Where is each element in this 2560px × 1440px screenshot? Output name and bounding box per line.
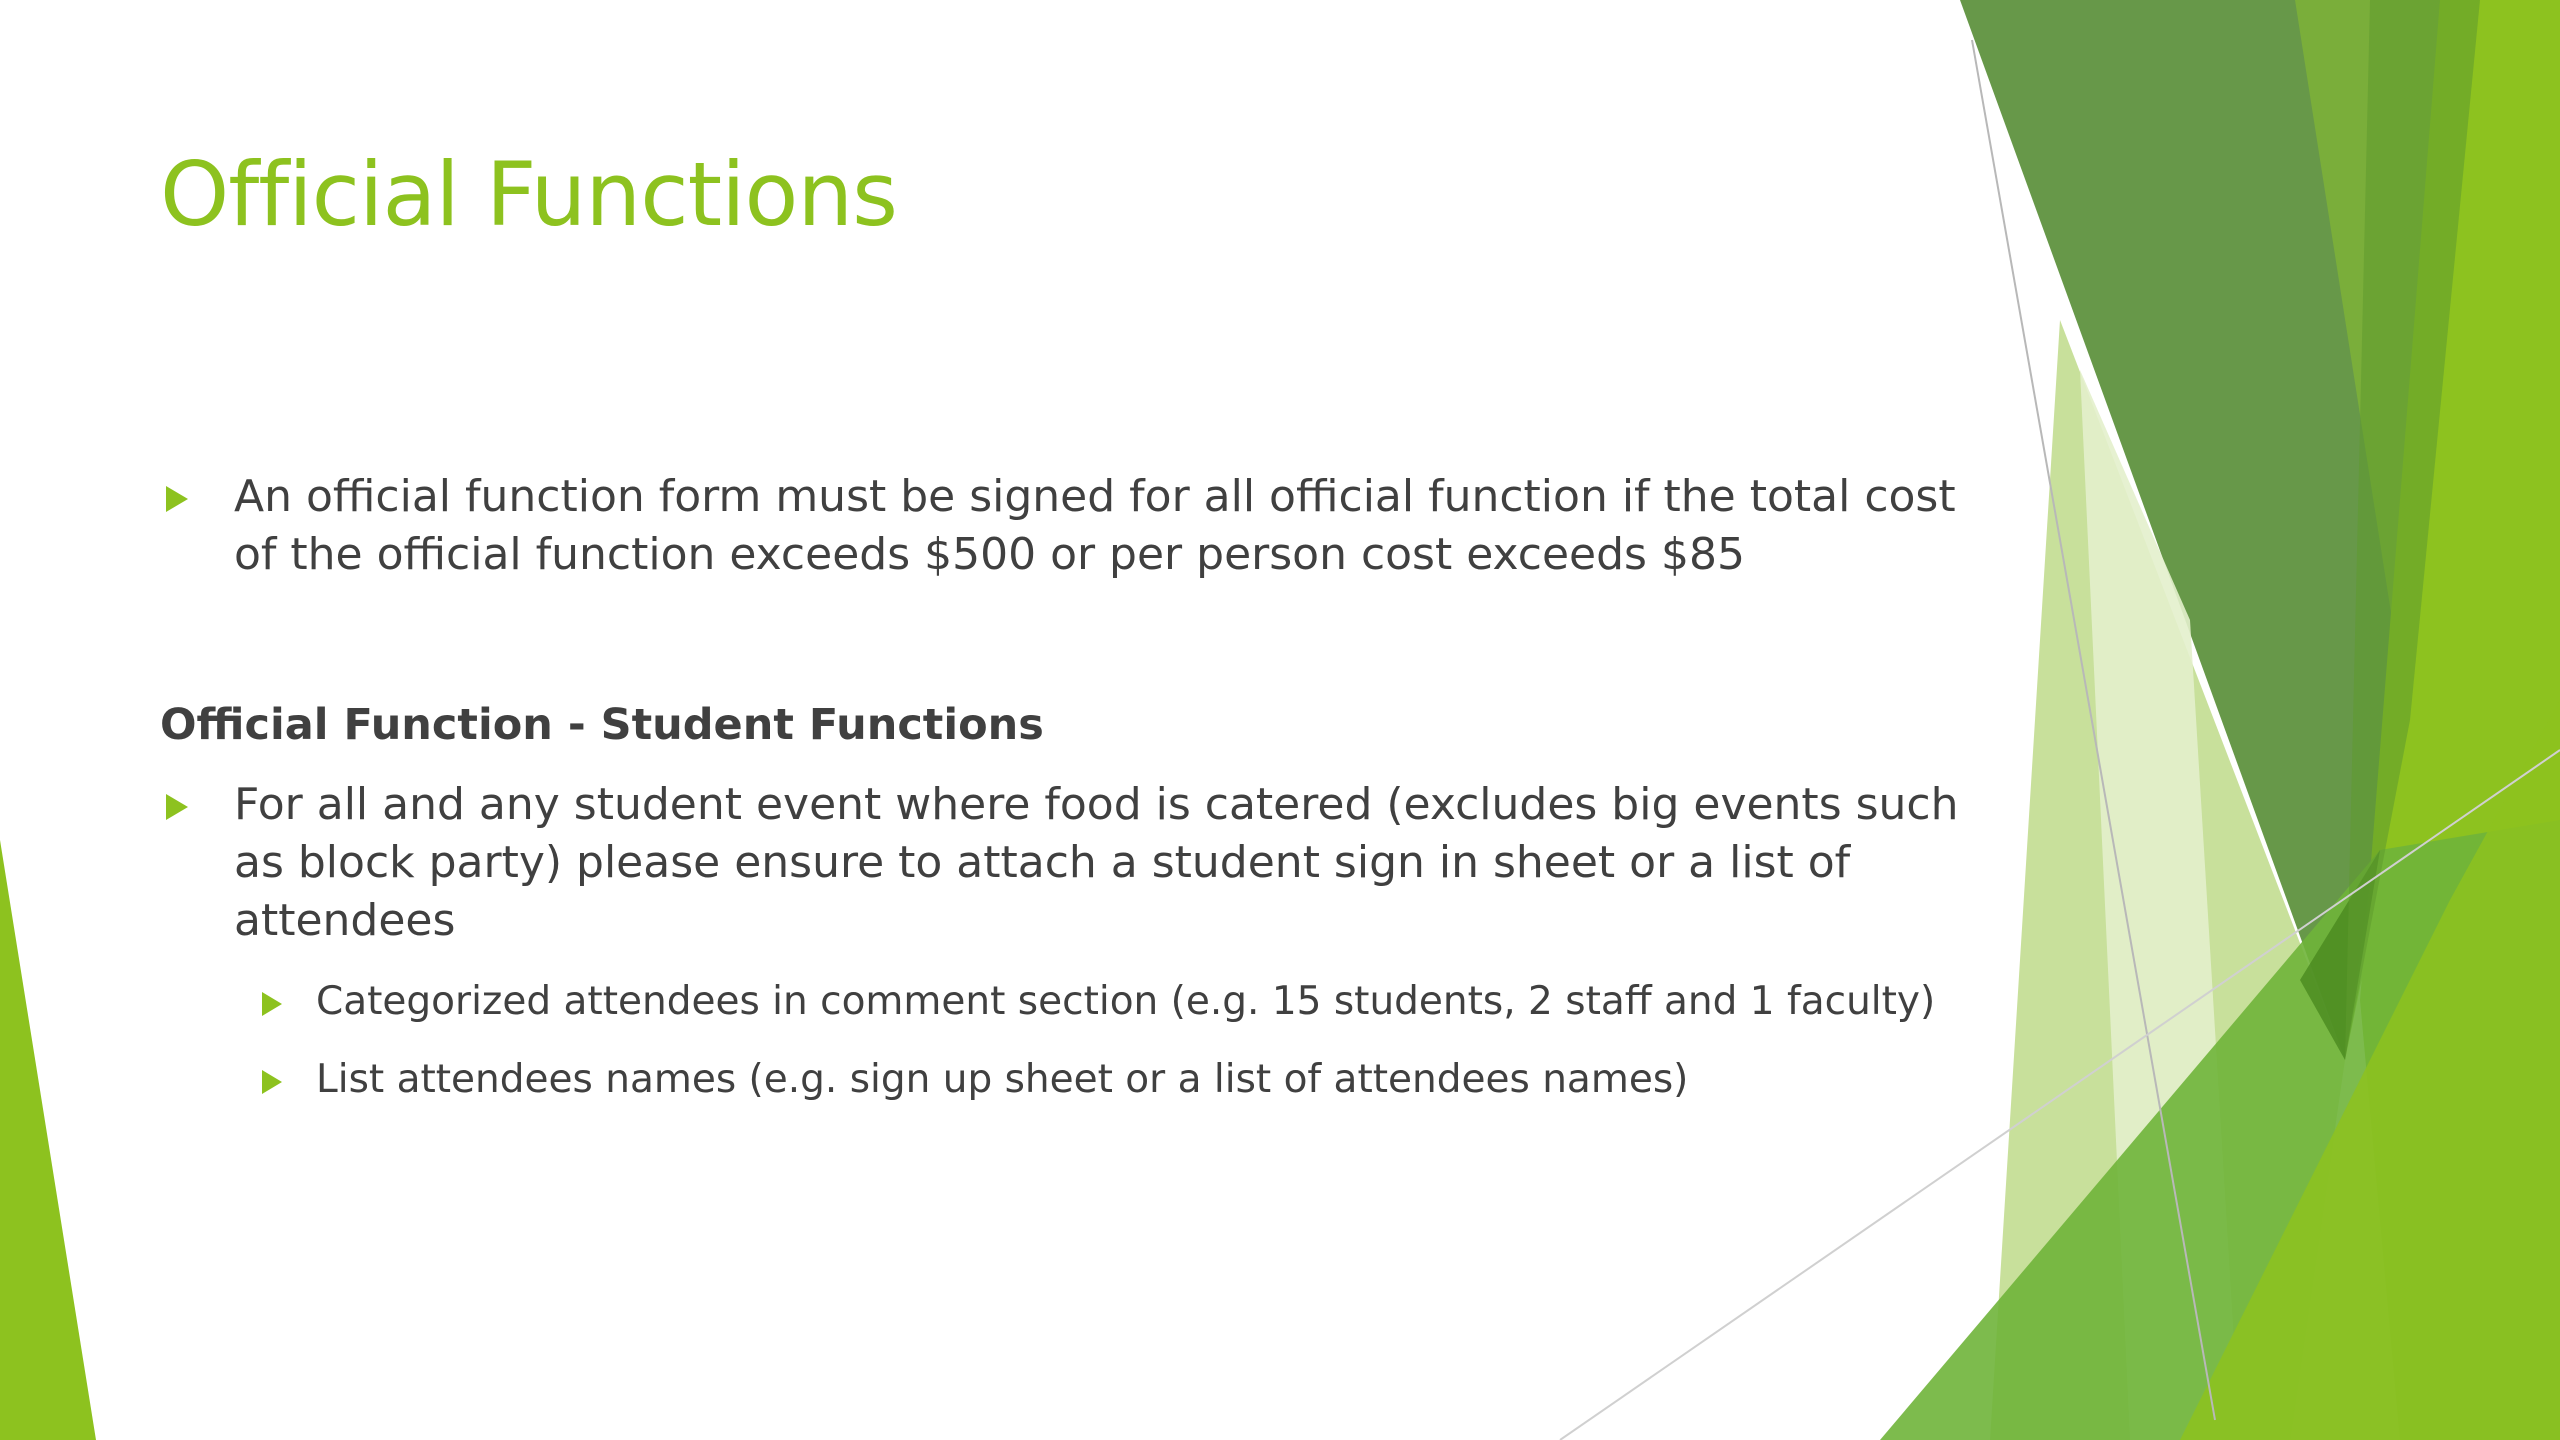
bullet-text: An official function form must be signed for all official function if the total cost of the official function exceeds $500 or per person cost exceeds $85 — [234, 471, 1956, 580]
slide-content — [160, 468, 1960, 1106]
bullet-student-events — [160, 776, 1960, 950]
triangle-right-icon — [262, 992, 282, 1016]
slide-title: Official Functions — [160, 143, 898, 246]
sub-bullet-attendee-names — [256, 1054, 1960, 1106]
bullet-official-function-form — [160, 468, 1960, 584]
triangle-right-icon — [166, 794, 188, 820]
triangle-right-icon — [262, 1070, 282, 1094]
sub-bullet-categorized-attendees — [256, 976, 1960, 1028]
section-heading: Official Function - Student Functions — [160, 700, 1044, 750]
sub-bullet-text: List attendees names (e.g. sign up sheet or a list of attendees names) — [316, 1057, 1689, 1102]
triangle-right-icon — [166, 486, 188, 512]
sub-bullet-text: Categorized attendees in comment section (e.g. 15 students, 2 staff and 1 faculty) — [316, 979, 1936, 1024]
left-accent-shape — [0, 840, 96, 1440]
bullet-text: For all and any student event where food is catered (excludes big events such as block party) please ensure to attach a student sign in sheet or a list of attendees — [234, 779, 1959, 946]
